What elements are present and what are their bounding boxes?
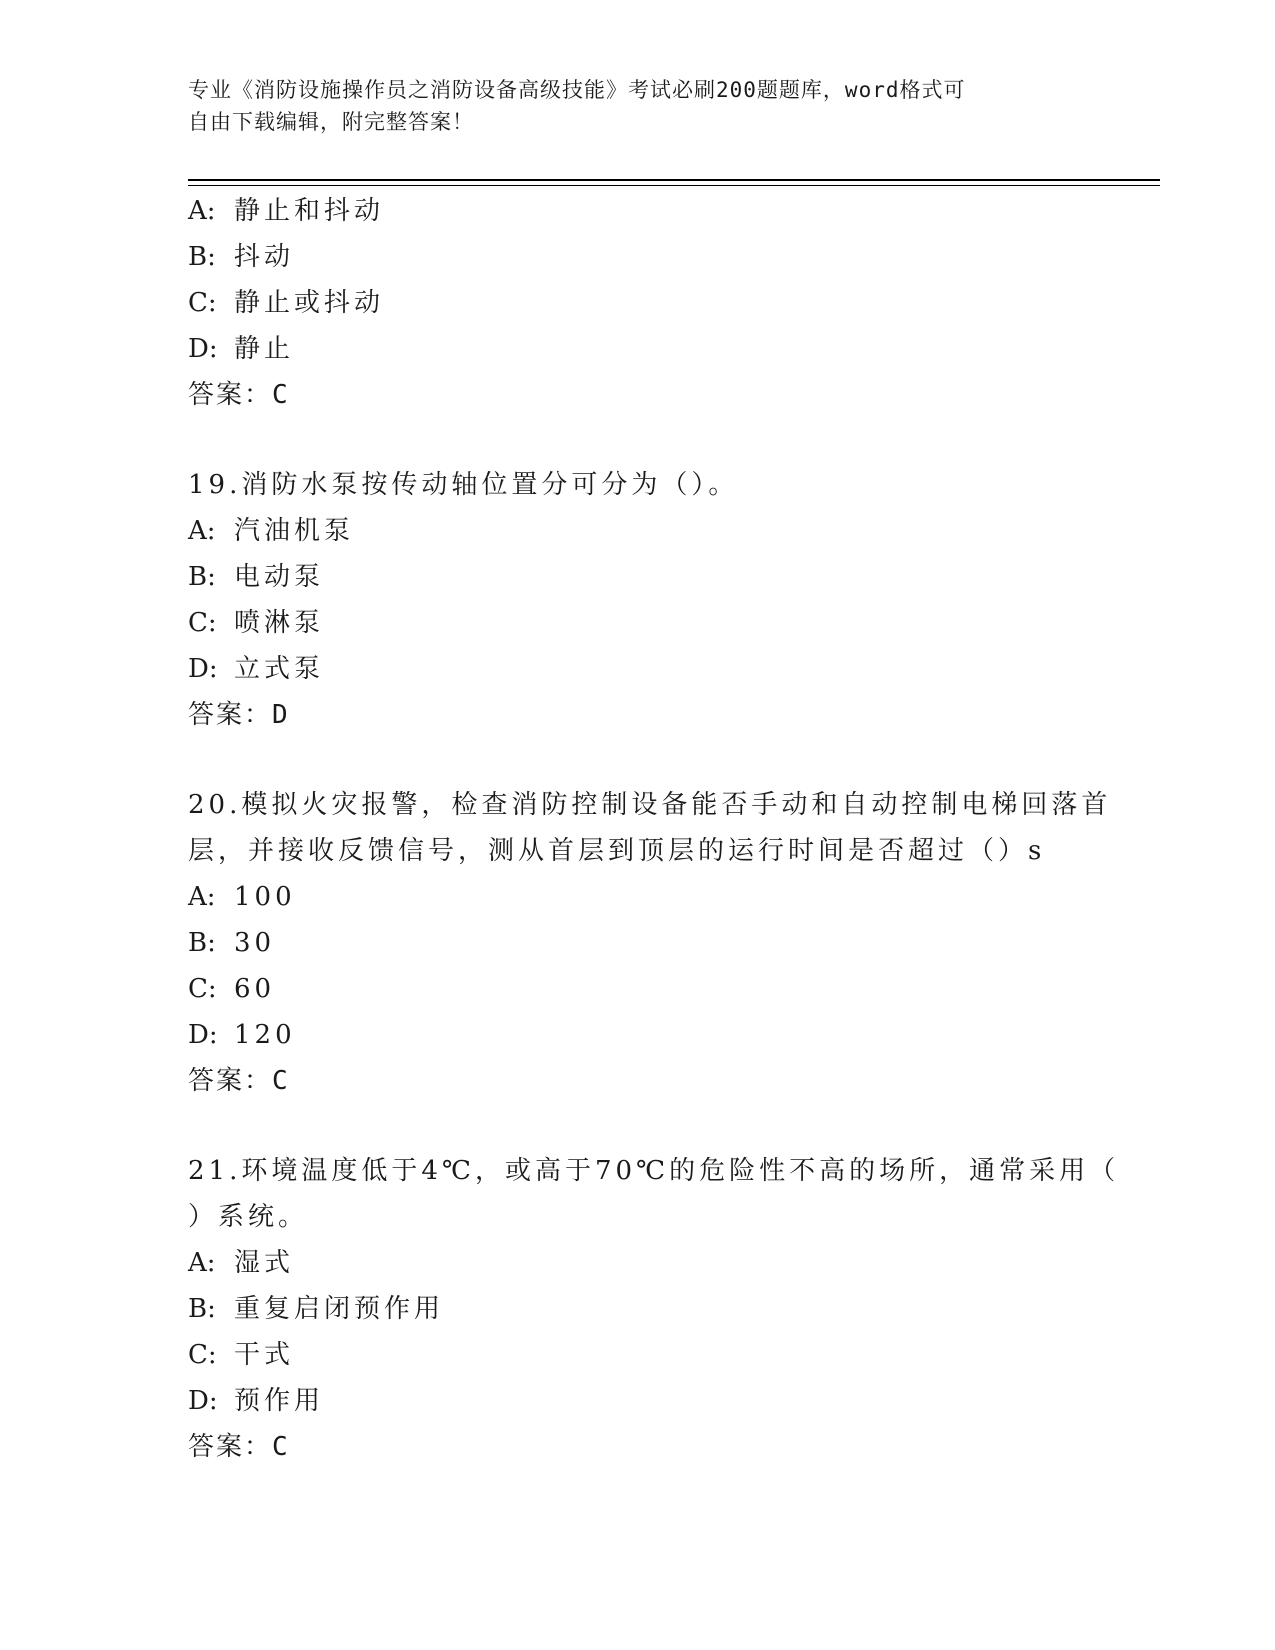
answer: 答案：C <box>188 1432 290 1462</box>
option-c: C: 喷淋泵 <box>188 608 325 638</box>
question-text-line-2: ）系统。 <box>188 1202 309 1232</box>
header-line-2: 自由下载编辑，附完整答案！ <box>188 110 474 134</box>
answer: 答案：C <box>188 380 290 410</box>
option-d: D: 立式泵 <box>188 654 325 684</box>
question-21 <box>188 1148 1120 1470</box>
option-b: B: 重复启闭预作用 <box>188 1294 445 1324</box>
answer: 答案：C <box>188 1066 290 1096</box>
option-a: A: 汽油机泵 <box>188 516 355 546</box>
option-d: D: 静止 <box>188 334 295 364</box>
question-text-line-2: 层，并接收反馈信号，测从首层到顶层的运行时间是否超过（）s <box>188 836 1046 866</box>
header-line-1: 专业《消防设施操作员之消防设备高级技能》考试必刷200题题库，word格式可 <box>188 78 966 102</box>
question-19 <box>188 462 1088 738</box>
option-c: C: 60 <box>188 974 276 1004</box>
option-b: B: 电动泵 <box>188 562 325 592</box>
question-text: 19.消防水泵按传动轴位置分可分为（）。 <box>188 470 739 500</box>
question-text-line-1: 20.模拟火灾报警，检查消防控制设备能否手动和自动控制电梯回落首 <box>188 790 1112 820</box>
option-b: B: 抖动 <box>188 242 295 272</box>
question-list <box>188 188 1120 1470</box>
answer: 答案：D <box>188 700 290 730</box>
option-c: C: 干式 <box>188 1340 295 1370</box>
option-a: A: 湿式 <box>188 1248 295 1278</box>
option-d: D: 预作用 <box>188 1386 325 1416</box>
document-header <box>188 74 1088 138</box>
option-a: A: 静止和抖动 <box>188 196 385 226</box>
option-c: C: 静止或抖动 <box>188 288 385 318</box>
question-20 <box>188 782 1112 1104</box>
option-b: B: 30 <box>188 928 276 958</box>
header-divider-thick <box>188 179 1160 181</box>
question-18 <box>188 188 1088 418</box>
option-a: A: 100 <box>188 882 296 912</box>
header-divider-thin <box>188 185 1160 186</box>
question-text-line-1: 21.环境温度低于4℃，或高于70℃的危险性不高的场所，通常采用（ <box>188 1156 1120 1186</box>
option-d: D: 120 <box>188 1020 296 1050</box>
